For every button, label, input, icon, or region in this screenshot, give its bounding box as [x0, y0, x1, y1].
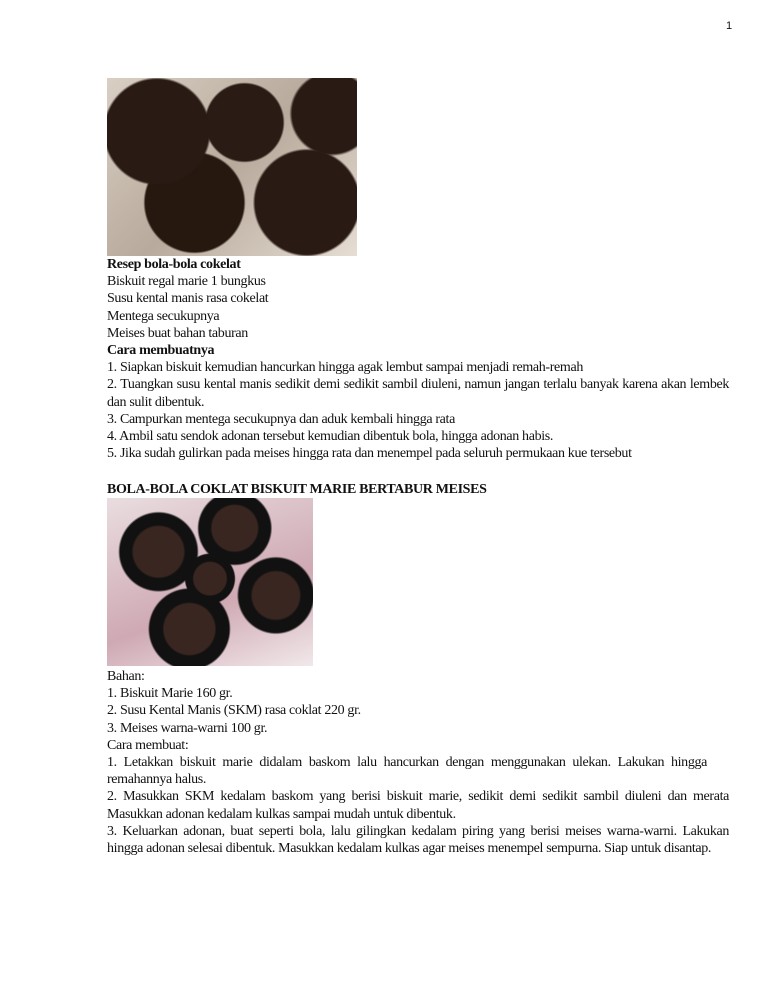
ingredient: 2. Susu Kental Manis (SKM) rasa coklat 220 gr.: [107, 703, 361, 719]
ingredient: 1. Biskuit Marie 160 gr.: [107, 686, 233, 702]
ingredients-heading: Bahan:: [107, 669, 145, 684]
recipe-2-title: BOLA-BOLA COKLAT BISKUIT MARIE BERTABUR MEISES: [107, 482, 487, 497]
step: 3. Campurkan mentega secukupnya dan aduk kembali hingga rata: [107, 411, 455, 427]
step: 1. Siapkan biskuit kemudian hancurkan hingga agak lembut sampai menjadi remah-remah: [107, 360, 583, 376]
steps-heading: Cara membuatnya: [107, 343, 215, 359]
chocolate-balls-photo: [107, 78, 357, 256]
step: 4. Ambil satu sendok adonan tersebut kemudian dibentuk bola, hingga adonan habis.: [107, 429, 554, 445]
recipe-1: [107, 256, 729, 462]
ingredient: Susu kental manis rasa cokelat: [107, 291, 269, 307]
page-number: 1: [726, 20, 733, 32]
step: 3. Keluarkan adonan, buat seperti bola, lalu gilingkan kedalam piring yang berisi meises warna-warni. Lakukan hingga adonan selesai dibentuk. Masukkan kedalam kulkas agar meises menempel sempurna. Siap untuk disantap.: [107, 823, 729, 857]
step: 5. Jika sudah gulirkan pada meises hingga rata dan menempel pada seluruh permukaan kue tersebut: [107, 446, 632, 462]
steps-heading: Cara membuat:: [107, 737, 189, 753]
ingredient: Meises buat bahan taburan: [107, 325, 248, 341]
chocolate-balls-cups-photo: [107, 498, 313, 666]
ingredient: Mentega secukupnya: [107, 308, 220, 324]
ingredient: Biskuit regal marie 1 bungkus: [107, 274, 266, 290]
step: 2. Tuangkan susu kental manis sedikit demi sedikit sambil diuleni, namun jangan terlalu banyak karena akan lembek dan sulit dibentuk.: [107, 377, 729, 410]
recipe-2: [107, 668, 729, 857]
ingredient: 3. Meises warna-warni 100 gr.: [107, 720, 268, 736]
recipe-1-title: Resep bola-bola cokelat: [107, 257, 241, 272]
step: 1. Letakkan biskuit marie didalam baskom lalu hancurkan dengan menggunakan ulekan. Lakukan hingga remahannya halus.: [107, 755, 707, 788]
step: 2. Masukkan SKM kedalam baskom yang berisi biskuit marie, sedikit demi sedikit sambil diuleni dan merata Masukkan adonan kedalam kulkas sampai mudah untuk dibentuk.: [107, 789, 729, 822]
